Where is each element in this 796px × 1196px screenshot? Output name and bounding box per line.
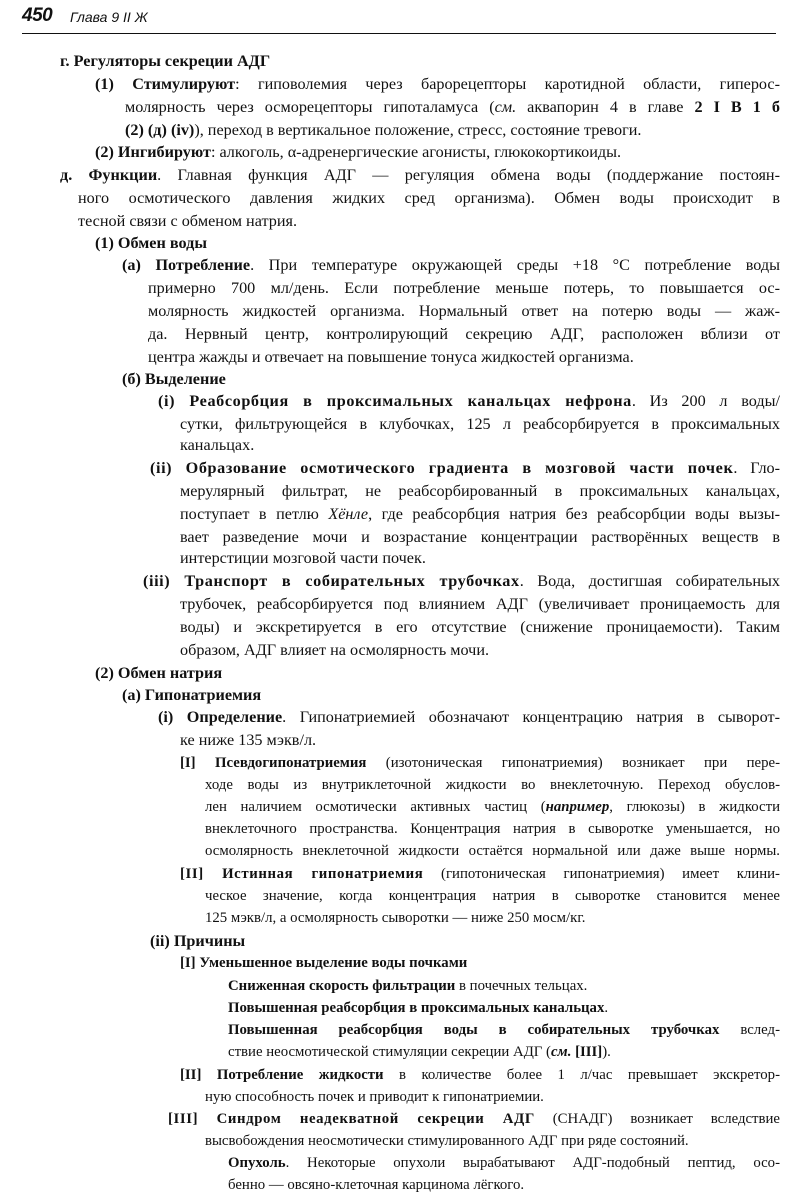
text-span: Опухоль <box>228 1155 286 1171</box>
text-span: [II] <box>180 866 223 882</box>
text-span: внеклеточного пространства. Концентрация натрия в сыворотке уменьшается, но <box>205 821 780 837</box>
text-span: аквапорин 4 в главе <box>516 98 695 116</box>
text-line <box>180 414 780 435</box>
text-span: осмолярность внеклеточной жидкости остаётся нормальной или даже выше нормы. <box>205 843 780 859</box>
text-line <box>60 165 780 186</box>
text-line <box>148 324 780 345</box>
text-span: (СНАДГ) возникает вследствие <box>534 1111 780 1127</box>
text-span: Повышенная реабсорбция в проксимальных канальцах <box>228 1000 605 1016</box>
text-span: . <box>604 1000 609 1016</box>
text-span: Потребление <box>155 256 251 274</box>
text-line <box>180 730 316 751</box>
text-line <box>95 74 780 95</box>
text-line <box>122 369 226 390</box>
text-line <box>180 953 467 974</box>
text-line <box>148 301 780 322</box>
text-span: (2) <box>95 143 118 161</box>
text-span: канальцах. <box>180 436 255 454</box>
text-span: молярность жидкостей организма. Нормальный ответ на потерю воды — жаж- <box>148 302 780 320</box>
text-span: Стимулируют <box>132 75 236 93</box>
text-span: (а) <box>122 256 156 274</box>
text-line <box>122 685 261 706</box>
text-line <box>60 51 270 72</box>
text-line <box>205 1087 544 1108</box>
text-line <box>228 1153 780 1174</box>
text-span: лен наличием осмотически активных частиц ( <box>205 799 546 815</box>
text-line <box>158 707 780 728</box>
text-span: ную способность почек и приводит к гипонатриемии. <box>205 1089 544 1105</box>
text-line <box>205 908 585 929</box>
text-span: (2) (д) (iv) <box>125 121 195 139</box>
text-span: ческое значение, когда концентрация натрия в сыворотке становится менее <box>205 888 780 904</box>
text-span: центра жажды и отвечает на повышение тонуса жидкостей организма. <box>148 348 634 366</box>
text-line <box>125 97 780 118</box>
text-span: мерулярный фильтрат, не реабсорбированный в проксимальных канальцах, <box>180 482 780 500</box>
text-line <box>205 775 780 796</box>
text-span: (гипотоническая гипонатриемия) имеет клини- <box>423 866 780 882</box>
text-line <box>228 976 587 997</box>
text-span: в почечных тельцах. <box>455 978 588 994</box>
text-line <box>78 211 297 232</box>
text-span: Реабсорбция в проксимальных канальцах нефрона <box>189 392 632 410</box>
text-line <box>180 594 780 615</box>
text-span: примерно 700 мл/день. Если потребление меньше потерь, то повышается ос- <box>148 279 780 297</box>
text-line <box>180 640 489 661</box>
text-span: Образование осмотического градиента в мозговой части почек <box>185 459 734 477</box>
text-line <box>150 458 780 479</box>
text-span: Потребление жидкости <box>216 1067 384 1083</box>
text-line <box>168 1109 780 1130</box>
text-span: Транспорт в собирательных трубочках <box>184 572 520 590</box>
text-span: (iii) <box>143 572 185 590</box>
text-span: (б) Выделение <box>122 370 226 388</box>
text-span: молярность через осморецепторы гипоталамуса ( <box>125 98 495 116</box>
text-span: [I] Уменьшенное выделение воды почками <box>180 955 468 971</box>
text-span: Ингибируют <box>117 143 211 161</box>
text-span: Функции <box>88 166 158 184</box>
text-span: да. Нервный центр, контролирующий секрецию АДГ, расположен вблизи от <box>148 325 780 343</box>
text-span: ного осмотического давления жидких сред организма). Обмен воды происходит в <box>78 189 780 207</box>
text-span: см. <box>494 98 517 116</box>
text-line <box>125 120 641 141</box>
text-span: , глюкозы) в жидкости <box>609 799 780 815</box>
text-span: [II] <box>180 1067 217 1083</box>
text-span: бенно — овсяно-клеточная карцинома лёгкого. <box>228 1177 525 1193</box>
text-line <box>122 255 780 276</box>
text-line <box>180 753 780 774</box>
text-span: 125 мэкв/л, а осмолярность сыворотки — ниже 250 мосм/кг. <box>205 910 586 926</box>
text-line <box>205 886 780 907</box>
text-span: . Из 200 л воды/ <box>631 392 780 410</box>
text-span: Синдром неадекватной секреции АДГ <box>216 1111 535 1127</box>
text-span: высвобождения неосмотически стимулированного АДГ при ряде состояний. <box>205 1133 689 1149</box>
text-span: (1) <box>95 75 133 93</box>
text-line <box>180 1065 780 1086</box>
text-span: сутки, фильтрующейся в клубочках, 125 л реабсорбируется в проксимальных <box>180 415 780 433</box>
text-line <box>180 527 780 548</box>
text-span: (2) Обмен натрия <box>95 664 223 682</box>
text-span: образом, АДГ влияет на осмолярность мочи. <box>180 641 490 659</box>
text-span: (ii) Причины <box>150 932 246 950</box>
text-span: в количестве более 1 л/час превышает экскретор- <box>383 1067 780 1083</box>
text-span: трубочек, реабсорбируется под влиянием АДГ (увеличивает проницаемость для <box>180 595 780 613</box>
text-line <box>78 188 780 209</box>
text-span: Сниженная скорость фильтрации <box>228 978 456 994</box>
page-number: 450 <box>22 5 53 26</box>
text-line <box>180 481 780 502</box>
text-span: . Гипонатриемией обозначают концентрацию натрия в сыворот- <box>282 708 780 726</box>
text-line <box>158 391 780 412</box>
text-line <box>205 797 780 818</box>
text-line <box>205 1131 689 1152</box>
page-header <box>0 0 796 36</box>
header-rule <box>22 33 776 34</box>
text-line <box>180 504 780 525</box>
text-line <box>180 864 780 885</box>
text-span: . Гло- <box>733 459 781 477</box>
running-title: Глава 9 II Ж <box>70 9 148 25</box>
text-span: . При температуре окружающей среды +18 °С потребление воды <box>250 256 780 274</box>
text-span: [I] <box>180 755 215 771</box>
text-span: Определение <box>186 708 283 726</box>
text-span: поступает в петлю <box>180 505 329 523</box>
text-span: вслед- <box>719 1022 780 1038</box>
text-span: [III] <box>168 1111 217 1127</box>
text-span: вает разведение мочи и возрастание концентрации растворённых веществ в <box>180 528 780 546</box>
text-line <box>205 819 780 840</box>
text-span: (а) Гипонатриемия <box>122 686 262 704</box>
text-span: Регуляторы секреции АДГ <box>73 52 271 70</box>
text-line <box>180 617 780 638</box>
text-span: . Главная функция АДГ — регуляция обмена воды (поддержание постоян- <box>157 166 780 184</box>
text-span: см. <box>550 1044 572 1060</box>
text-span: тесной связи с обменом натрия. <box>78 212 297 230</box>
text-line <box>228 1020 780 1041</box>
text-span: Истинная гипонатриемия <box>222 866 424 882</box>
text-span: 2 I B 1 б <box>694 98 780 116</box>
text-line <box>228 1175 524 1196</box>
text-line <box>180 435 254 456</box>
text-span: . Некоторые опухоли вырабатывают АДГ-подобный пептид, осо- <box>285 1155 780 1171</box>
text-span: : гиповолемия через барорецепторы каротидной области, гиперос- <box>235 75 780 93</box>
text-span: . Вода, достигшая собирательных <box>519 572 780 590</box>
text-line <box>95 663 222 684</box>
text-span: , где реабсорбция натрия без реабсорбции воды вызы- <box>368 505 780 523</box>
text-span: ). <box>602 1044 611 1060</box>
text-span: воды) и экскретируется в его отсутствие (снижение проницаемости). Таким <box>180 618 780 636</box>
text-line <box>150 931 245 952</box>
text-span: Псевдогипонатриемия <box>215 755 367 771</box>
text-span: (ii) <box>150 459 186 477</box>
text-line <box>148 347 634 368</box>
text-line <box>95 142 621 163</box>
text-span: д. <box>60 166 89 184</box>
text-line <box>180 548 426 569</box>
text-span: интерстиции мозговой части почек. <box>180 549 426 567</box>
text-line <box>228 1042 611 1063</box>
text-span: ствие неосмотической стимуляции секреции АДГ ( <box>228 1044 551 1060</box>
text-line <box>143 571 780 592</box>
text-span: ходе воды из внутриклеточной жидкости во внеклеточную. Переход обуслов- <box>205 777 780 793</box>
text-line <box>228 998 608 1019</box>
text-span: г. <box>60 52 74 70</box>
text-line <box>205 841 780 862</box>
text-span: ке ниже 135 мэкв/л. <box>180 731 317 749</box>
text-span: ), переход в вертикальное положение, стресс, состояние тревоги. <box>194 121 642 139</box>
text-span: (i) <box>158 392 190 410</box>
text-line <box>148 278 780 299</box>
text-line <box>95 233 207 254</box>
text-span: Повышенная реабсорбция воды в собирательных трубочках <box>228 1022 720 1038</box>
text-span: : алкоголь, α-адренергические агонисты, глюкокортикоиды. <box>210 143 622 161</box>
text-span: (изотоническая гипонатриемия) возникает при пере- <box>366 755 780 771</box>
text-span: например <box>545 799 610 815</box>
text-span: (1) Обмен воды <box>95 234 207 252</box>
text-span: (i) <box>158 708 187 726</box>
text-span: [III] <box>575 1044 603 1060</box>
text-span: Хёнле <box>328 505 369 523</box>
